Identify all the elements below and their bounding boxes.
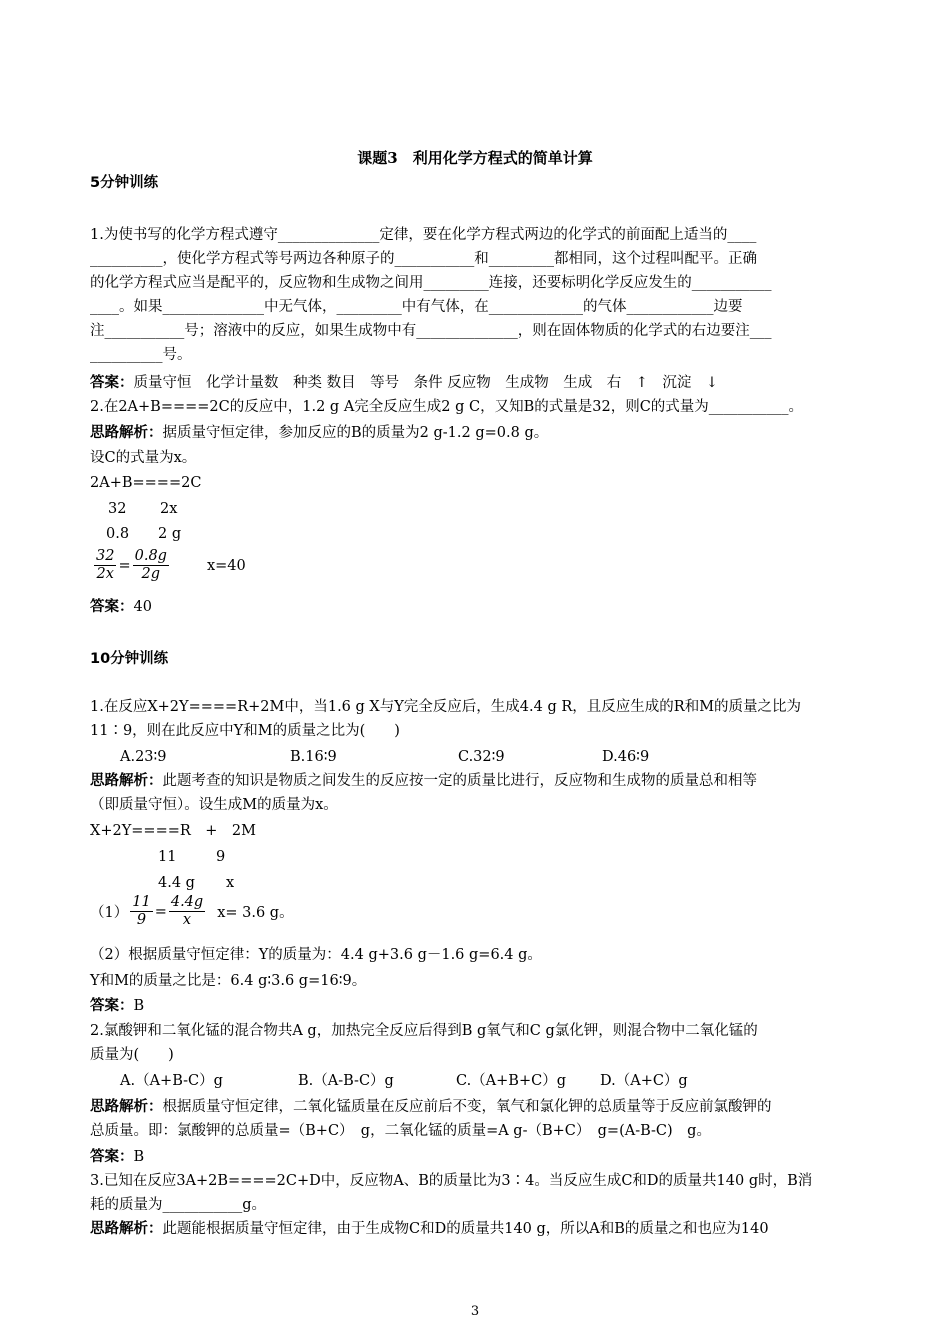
analysis-label: 思路解析： <box>90 1099 163 1115</box>
q2-set: 设C的式量为x。 <box>90 450 197 466</box>
answer-text: 质量守恒 化学计量数 种类 数目 等号 条件 反应物 生成物 生成 右 ↑ 沉淀 ↓ <box>133 375 719 391</box>
analysis-label: 思路解析： <box>90 425 163 441</box>
answer-text: 40 <box>133 599 152 615</box>
q4-line-1: 2.氯酸钾和二氧化锰的混合物共A g，加热完全反应后得到B g氧气和C g氯化钾，则混合物中二氧化锰的 <box>90 1023 758 1039</box>
q3-answer <box>90 995 144 1017</box>
q3-line-2: 11∶9，则在此反应中Y和M的质量之比为( ) <box>90 723 400 739</box>
q1-line-3: 的化学方程式应当是配平的，反应物和生成物之间用_________连接，还要标明化学反应发生的___________ <box>90 275 772 291</box>
q3-row2-b: x <box>226 875 235 891</box>
fraction: $\frac{32}{2x}$ <box>96 548 115 582</box>
q2-answer <box>90 596 152 618</box>
q2-proportion: $\frac{32}{2x}$ = $\frac{0.8g}{2g}$ x=40 <box>96 548 246 582</box>
answer-text: B <box>133 1149 145 1165</box>
q3-row1-b: 9 <box>216 849 226 865</box>
analysis-text: 根据质量守恒定律，二氧化锰质量在反应前后不变，氧气和氯化钾的总质量等于反应前氯酸钾的 <box>162 1099 772 1115</box>
q4-option-d: D.（A+C）g <box>600 1073 688 1089</box>
q1-line-2: __________，使化学方程式等号两边各种原子的___________和_________都相同，这个过程叫配平。正确 <box>90 251 757 267</box>
q1-answer <box>90 372 718 394</box>
q3-row1-a: 11 <box>158 849 177 865</box>
answer-text: B <box>133 998 145 1014</box>
q5-line-1: 3.已知在反应3A+2B====2C+D中，反应物A、B的质量比为3∶4。当反应生成C和D的质量共140 g时，B消 <box>90 1173 813 1189</box>
section-heading-10min: 10分钟训练 <box>90 651 169 667</box>
q3-analysis-2: （即质量守恒）。设生成M的质量为x。 <box>90 797 338 813</box>
q3-option-d: D.46∶9 <box>602 749 650 765</box>
answer-label: 答案： <box>90 599 134 615</box>
q2-row1-b: 2x <box>160 501 178 517</box>
q3-row2-a: 4.4 g <box>158 875 195 891</box>
answer-label: 答案： <box>90 998 134 1014</box>
q3-line-1: 1.在反应X+2Y====R+2M中，当1.6 g X与Y完全反应后，生成4.4 g R，且反应生成的R和M的质量之比为 <box>90 699 802 715</box>
q3-analysis-1 <box>90 770 757 792</box>
q1-line-5: 注___________号；溶液中的反应，如果生成物中有______________，则在固体物质的化学式的右边要注___ <box>90 323 772 339</box>
page-number: 3 <box>470 1304 480 1319</box>
q4-option-b: B.（A-B-C）g <box>298 1073 394 1089</box>
analysis-text: 据质量守恒定律，参加反应的B的质量为2 g-1.2 g=0.8 g。 <box>162 425 549 441</box>
section-heading-5min: 5分钟训练 <box>90 175 159 191</box>
q3-ratio: Y和M的质量之比是：6.4 g∶3.6 g=16∶9。 <box>90 973 367 989</box>
q3-proportion: （1） $\frac{11}{9}$ = $\frac{4.4g}{x}$ x= 3.6 g。 <box>90 894 294 928</box>
q3-option-b: B.16∶9 <box>290 749 337 765</box>
q3-equation: X+2Y====R + 2M <box>90 823 257 839</box>
analysis-label: 思路解析： <box>90 1221 163 1237</box>
q1-line-4: ____。如果______________中无气体，_________中有气体，在_____________的气体____________边要 <box>90 299 743 315</box>
answer-label: 答案： <box>90 375 134 391</box>
q2-equation: 2A+B====2C <box>90 475 202 491</box>
q4-answer <box>90 1146 144 1168</box>
q3-option-c: C.32∶9 <box>458 749 505 765</box>
q3-step-2: （2）根据质量守恒定律：Y的质量为：4.4 g+3.6 g－1.6 g=6.4 g。 <box>90 947 542 963</box>
q4-analysis-1 <box>90 1096 772 1118</box>
analysis-text: 此题能根据质量守恒定律，由于生成物C和D的质量共140 g，所以A和B的质量之和也应为140 <box>162 1221 769 1237</box>
fraction: $\frac{11}{9}$ <box>132 894 151 928</box>
q5-line-2: 耗的质量为___________g。 <box>90 1197 267 1213</box>
q2-result: x=40 <box>206 557 246 574</box>
document-page <box>90 0 860 1344</box>
analysis-label: 思路解析： <box>90 773 163 789</box>
q2-analysis <box>90 422 548 444</box>
q4-option-a: A.（A+B-C）g <box>120 1073 223 1089</box>
analysis-text: 此题考查的知识是物质之间发生的反应按一定的质量比进行，反应物和生成物的质量总和相等 <box>162 773 757 789</box>
q3-result: x= 3.6 g。 <box>217 905 294 921</box>
q4-option-c: C.（A+B+C）g <box>456 1073 566 1089</box>
q5-analysis-1 <box>90 1218 769 1240</box>
q4-line-2: 质量为( ) <box>90 1047 174 1063</box>
fraction: $\frac{0.8g}{2g}$ <box>134 548 167 582</box>
q2-row2-a: 0.8 <box>106 526 130 542</box>
q2-row2-b: 2 g <box>158 526 182 542</box>
fraction: $\frac{4.4g}{x}$ <box>170 894 204 928</box>
page-title: 课题3 利用化学方程式的简单计算 <box>357 149 593 167</box>
q1-line-6: __________号。 <box>90 347 192 363</box>
q2-question: 2.在2A+B====2C的反应中，1.2 g A完全反应生成2 g C，又知B的式量是32，则C的式量为___________。 <box>90 399 804 415</box>
q3-option-a: A.23∶9 <box>120 749 167 765</box>
q2-row1-a: 32 <box>108 501 127 517</box>
answer-label: 答案： <box>90 1149 134 1165</box>
q4-analysis-2: 总质量。即：氯酸钾的总质量=（B+C） g，二氧化锰的质量=A g-（B+C） g=(A-B-C) g。 <box>90 1123 711 1139</box>
q1-line-1: 1.为使书写的化学方程式遵守______________定律，要在化学方程式两边的化学式的前面配上适当的____ <box>90 227 757 243</box>
